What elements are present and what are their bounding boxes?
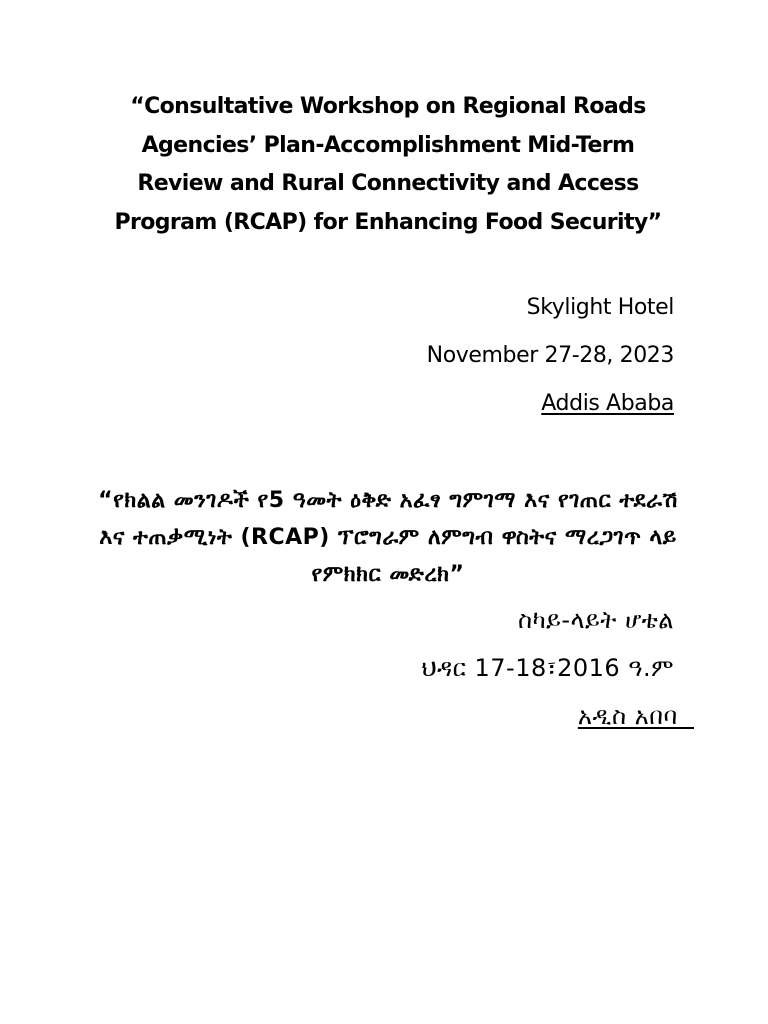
amharic-dates: ህዳር 17-18፣2016 ዓ.ም <box>421 654 674 682</box>
english-venue: Skylight Hotel <box>526 295 674 320</box>
english-city: Addis Ababa <box>541 391 674 416</box>
english-dates: November 27-28, 2023 <box>426 343 674 368</box>
amharic-workshop-title: “የክልል መንገዶች የ5 ዓመት ዕቅድ አፈፃ ግምገማ እና የገጠር ተደራሽ እና ተጠቃሚነት (RCAP) ፕሮግራም ለምግብ ዋስትና ማረጋገጥ ላይ የምክክር መድረክ” <box>98 488 678 587</box>
amharic-venue: ስካይ-ላይት ሆቴል <box>518 606 674 634</box>
english-workshop-title: “Consultative Workshop on Regional Roads Agencies’ Plan-Accomplishment Mid-Term Review and Rural Connectivity and Access Program (RCAP) for Enhancing Food Security” <box>114 94 662 235</box>
amharic-city: አዲስ አበባ <box>577 702 694 730</box>
